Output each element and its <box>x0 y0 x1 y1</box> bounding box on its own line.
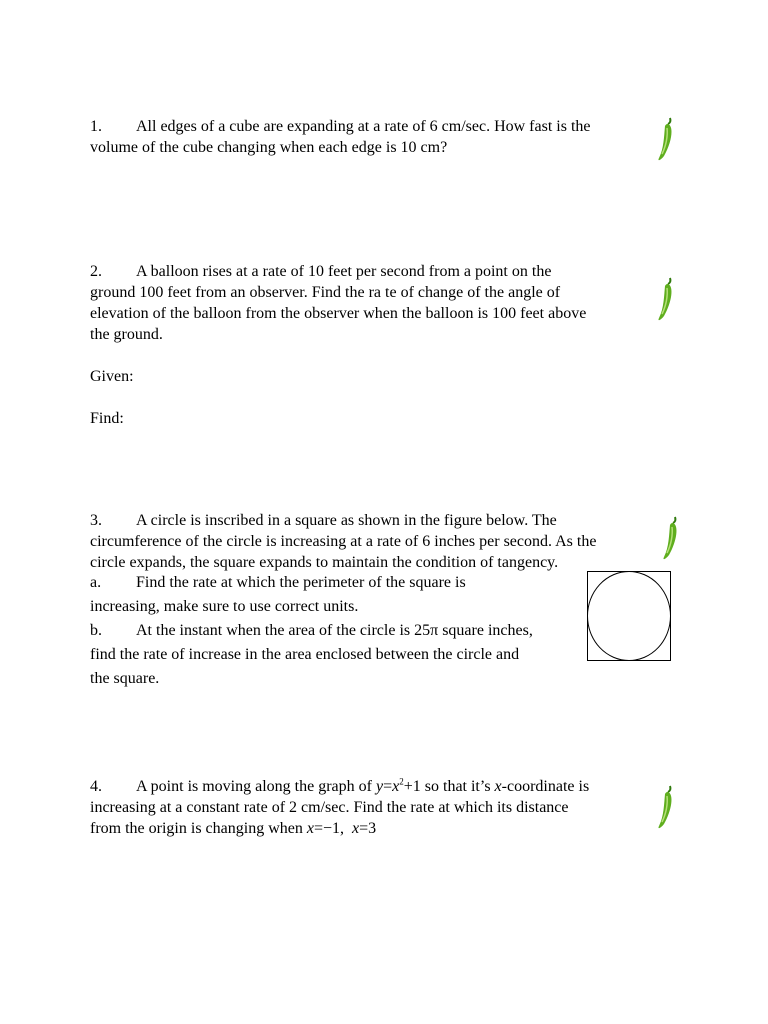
problem-4-line-1 <box>90 776 650 797</box>
problem-2-line-1 <box>90 261 650 282</box>
part-b-line-3: the square. <box>90 670 160 687</box>
problem-4 <box>90 776 650 839</box>
problem-4-text-2: so that it’s <box>420 778 495 795</box>
equation-x: x <box>392 778 400 795</box>
equation-exponent: 2 <box>399 776 404 787</box>
problem-3-line-1 <box>90 510 660 531</box>
problem-1-line-2: volume of the cube changing when each edge is 10 cm? <box>90 139 448 156</box>
problem-4-number: 4. <box>90 778 102 795</box>
chili-pepper-icon <box>656 116 678 162</box>
problem-1-text-1: All edges of a cube are expanding at a rate of 6 cm/sec. How fast is the <box>136 118 591 135</box>
problem-3-line-3: circle expands, the square expands to maintain the condition of tangency. <box>90 554 559 571</box>
problem-1-line-1 <box>90 116 650 137</box>
equation-y: y <box>375 778 384 795</box>
condition-2-value: =3 <box>359 820 377 837</box>
equation-plus-one: +1 <box>403 778 421 795</box>
circle-in-square-figure <box>587 571 671 661</box>
problem-1-number: 1. <box>90 118 102 135</box>
problem-3-part-b <box>90 619 580 691</box>
part-b-text-1: At the instant when the area of the circle is 25π square inches, <box>136 622 533 639</box>
problem-2-line-4: the ground. <box>90 326 163 343</box>
problem-2-line-3: elevation of the balloon from the observer when the balloon is 100 feet above <box>90 305 587 322</box>
problem-3-number: 3. <box>90 512 102 529</box>
condition-2-var: x <box>352 820 360 837</box>
chili-pepper-icon <box>661 515 683 561</box>
problem-2-number: 2. <box>90 263 102 280</box>
part-a-line-2: increasing, make sure to use correct units. <box>90 598 359 615</box>
problem-3 <box>90 510 660 573</box>
problem-4-text-3: -coordinate is <box>501 778 590 795</box>
condition-1-var: x <box>306 820 314 837</box>
equation-equals: = <box>383 778 393 795</box>
find-label: Find: <box>90 410 124 427</box>
chili-pepper-icon <box>656 276 678 322</box>
part-a-text-1: Find the rate at which the perimeter of the square is <box>136 574 466 591</box>
problem-4-text-1: A point is moving along the graph of <box>136 778 376 795</box>
problem-3-line-2: circumference of the circle is increasing at a rate of 6 inches per second. As the <box>90 533 597 550</box>
part-a-line-1 <box>90 571 580 595</box>
problem-2-text-1: A balloon rises at a rate of 10 feet per second from a point on the <box>136 263 552 280</box>
part-b-line-1 <box>90 619 580 643</box>
problem-4-line-3 <box>90 818 650 839</box>
part-b-line-2: find the rate of increase in the area enclosed between the circle and <box>90 646 520 663</box>
part-a-label: a. <box>90 574 102 591</box>
condition-1-value: =−1, <box>313 820 344 837</box>
problem-3-text-1: A circle is inscribed in a square as shown in the figure below. The <box>136 512 557 529</box>
circle-shape <box>588 572 671 661</box>
given-label: Given: <box>90 368 134 385</box>
problem-4-text-4: from the origin is changing when <box>90 820 307 837</box>
problem-2 <box>90 261 650 345</box>
part-b-label: b. <box>90 622 102 639</box>
problem-3-part-a <box>90 571 580 619</box>
problem-4-line-2: increasing at a constant rate of 2 cm/sec. Find the rate at which its distance <box>90 799 569 816</box>
problem-1 <box>90 116 650 158</box>
x-variable: x <box>494 778 502 795</box>
chili-pepper-icon <box>656 784 678 830</box>
problem-2-line-2: ground 100 feet from an observer. Find the ra te of change of the angle of <box>90 284 561 301</box>
